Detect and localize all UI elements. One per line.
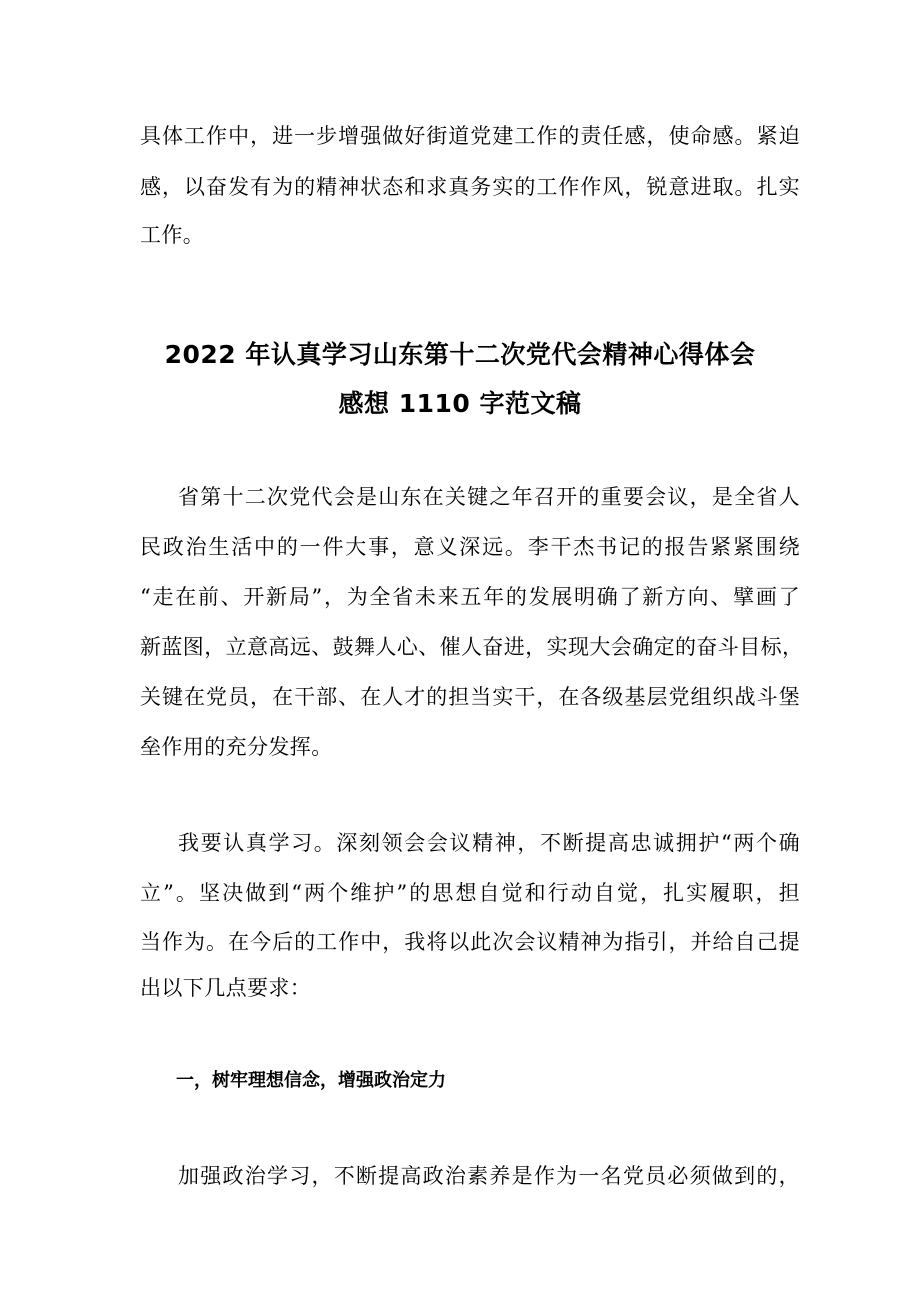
paragraph2-line-1: 我要认真学习。深刻领会会议精神，不断提高忠诚拥护“两个确 <box>178 831 800 855</box>
intro-line-1: 具体工作中，进一步增强做好街道党建工作的责任感，使命感。紧迫 <box>140 124 800 148</box>
paragraph1-line-5: 关键在党员，在干部、在人才的担当实干，在各级基层党组织战斗堡 <box>140 685 800 709</box>
paragraph1-line-4: 新蓝图，立意高远、鼓舞人心、催人奋进，实现大会确定的奋斗目标， <box>140 635 804 659</box>
paragraph2-line-2: 立”。坚决做到“两个维护”的思想自觉和行动自觉，扎实履职，担 <box>140 881 800 905</box>
intro-line-3: 工作。 <box>140 223 205 247</box>
section-heading: 一，树牢理想信念，增强政治定力 <box>176 1070 446 1091</box>
paragraph2-line-3: 当作为。在今后的工作中，我将以此次会议精神为指引，并给自己提 <box>140 930 800 954</box>
paragraph1-line-2: 民政治生活中的一件大事，意义深远。李干杰书记的报告紧紧围绕 <box>140 535 800 559</box>
paragraph1-line-6: 垒作用的充分发挥。 <box>140 735 333 759</box>
article-title-line-1: 2022 年认真学习山东第十二次党代会精神心得体会 <box>164 340 756 369</box>
intro-line-2: 感，以奋发有为的精神状态和求真务实的工作作风，锐意进取。扎实 <box>140 175 800 199</box>
paragraph1-line-3: “走在前、开新局”，为全省未来五年的发展明确了新方向、擘画了 <box>140 585 800 609</box>
paragraph3-line-1: 加强政治学习，不断提高政治素养是作为一名党员必须做到的， <box>178 1164 800 1188</box>
article-title-line-2: 感想 1110 字范文稿 <box>338 389 582 418</box>
paragraph2-line-4: 出以下几点要求： <box>140 976 312 1000</box>
paragraph1-line-1: 省第十二次党代会是山东在关键之年召开的重要会议，是全省人 <box>178 485 800 509</box>
